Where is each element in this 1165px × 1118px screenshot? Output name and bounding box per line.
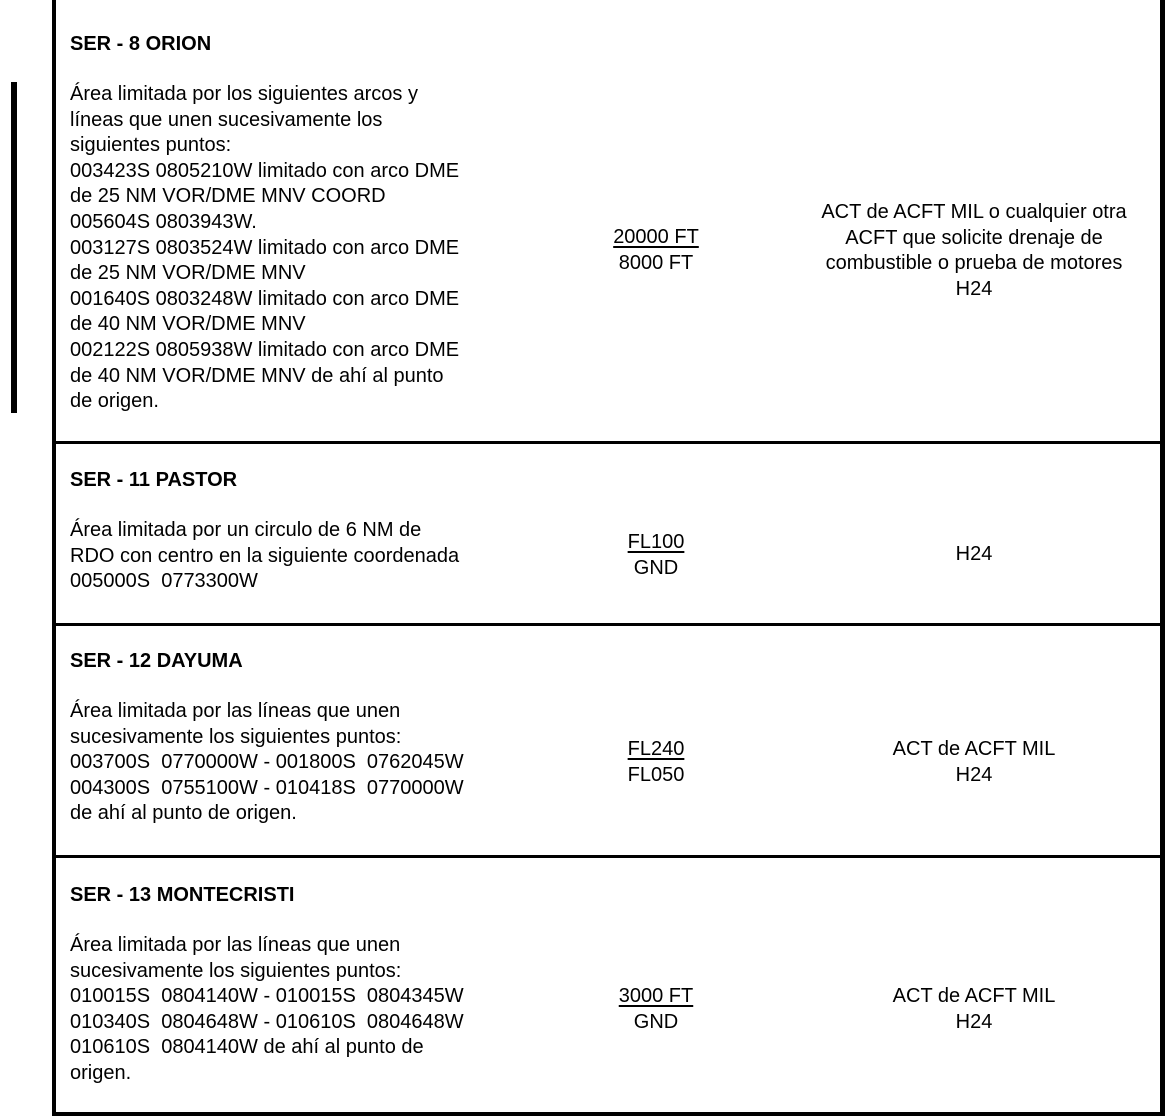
- remarks-cell: [776, 200, 1165, 302]
- description-line: 005000S 0773300W: [70, 570, 258, 593]
- description-line: Área limitada por las líneas que unen: [70, 934, 401, 956]
- description-line: 003127S 0803524W limitado con arco DME: [70, 236, 460, 259]
- description-line: 010340S 0804648W - 010610S 0804648W: [70, 1010, 464, 1033]
- table-row: [56, 0, 1160, 444]
- remarks-line: ACT de ACFT MIL: [892, 738, 1056, 760]
- description-line: 005604S 0803943W.: [70, 210, 257, 233]
- lower-limit: GND: [633, 1010, 679, 1033]
- description-line: 003423S 0805210W limitado con arco DME: [70, 159, 460, 182]
- description-line: Área limitada por las líneas que unen: [70, 700, 401, 722]
- description-line: 002122S 0805938W limitado con arco DME: [70, 338, 460, 361]
- remarks-line: combustible o prueba de motores: [825, 252, 1123, 275]
- vertical-limits-cell: [556, 530, 756, 581]
- remarks-line: H24: [955, 1010, 993, 1033]
- lower-limit: GND: [633, 556, 679, 579]
- description-line: 010015S 0804140W - 010015S 0804345W: [70, 985, 464, 1008]
- description-line: de 25 NM VOR/DME MNV COORD: [70, 185, 386, 208]
- description-line: 003700S 0770000W - 001800S 0762045W: [70, 751, 464, 774]
- area-title: SER - 12 DAYUMA: [70, 650, 243, 672]
- remarks-line: H24: [955, 543, 993, 565]
- description-line: origen.: [70, 1061, 132, 1084]
- upper-limit: FL100: [627, 531, 685, 553]
- description-line: 004300S 0755100W - 010418S 0770000W: [70, 776, 464, 799]
- remarks-cell: [776, 737, 1165, 788]
- lower-limit: 8000 FT: [618, 251, 694, 274]
- remarks-line: H24: [955, 277, 993, 300]
- restricted-areas-table: [52, 0, 1165, 1116]
- description-line: de ahí al punto de origen.: [70, 802, 297, 825]
- remarks-line: ACT de ACFT MIL o cualquier otra: [821, 201, 1127, 223]
- description-line: Área limitada por un circulo de 6 NM de: [70, 519, 422, 541]
- description-line: líneas que unen sucesivamente los: [70, 108, 383, 131]
- area-description-cell: [70, 468, 540, 595]
- description-line: sucesivamente los siguientes puntos:: [70, 725, 402, 748]
- description-line: RDO con centro en la siguiente coordenada: [70, 544, 460, 567]
- description-line: de 40 NM VOR/DME MNV: [70, 313, 306, 336]
- lower-limit: FL050: [627, 763, 685, 786]
- area-title: SER - 11 PASTOR: [70, 469, 238, 491]
- description-line: de 25 NM VOR/DME MNV: [70, 262, 306, 285]
- upper-limit: 3000 FT: [618, 985, 694, 1007]
- change-bar: [11, 82, 17, 413]
- description-line: 001640S 0803248W limitado con arco DME: [70, 287, 460, 310]
- remarks-line: H24: [955, 763, 993, 786]
- description-line: de origen.: [70, 390, 159, 413]
- remarks-cell: [776, 542, 1165, 568]
- remarks-cell: [776, 984, 1165, 1035]
- table-row: [56, 858, 1160, 1112]
- remarks-line: ACFT que solicite drenaje de: [845, 226, 1103, 249]
- upper-limit: FL240: [627, 738, 685, 760]
- description-line: Área limitada por los siguientes arcos y: [70, 83, 418, 105]
- area-description-cell: [70, 883, 540, 1087]
- description-line: 010610S 0804140W de ahí al punto de: [70, 1036, 424, 1059]
- vertical-limits-cell: [556, 737, 756, 788]
- vertical-limits-cell: [556, 984, 756, 1035]
- remarks-line: ACT de ACFT MIL: [892, 985, 1056, 1007]
- table-row: [56, 626, 1160, 858]
- table-row: [56, 444, 1160, 626]
- area-description-cell: [70, 649, 540, 827]
- area-title: SER - 8 ORION: [70, 33, 212, 55]
- description-line: de 40 NM VOR/DME MNV de ahí al punto: [70, 364, 444, 387]
- description-line: sucesivamente los siguientes puntos:: [70, 959, 402, 982]
- area-title: SER - 13 MONTECRISTI: [70, 884, 295, 906]
- vertical-limits-cell: [556, 225, 756, 276]
- description-line: siguientes puntos:: [70, 134, 232, 157]
- upper-limit: 20000 FT: [613, 226, 699, 248]
- area-description-cell: [70, 32, 540, 415]
